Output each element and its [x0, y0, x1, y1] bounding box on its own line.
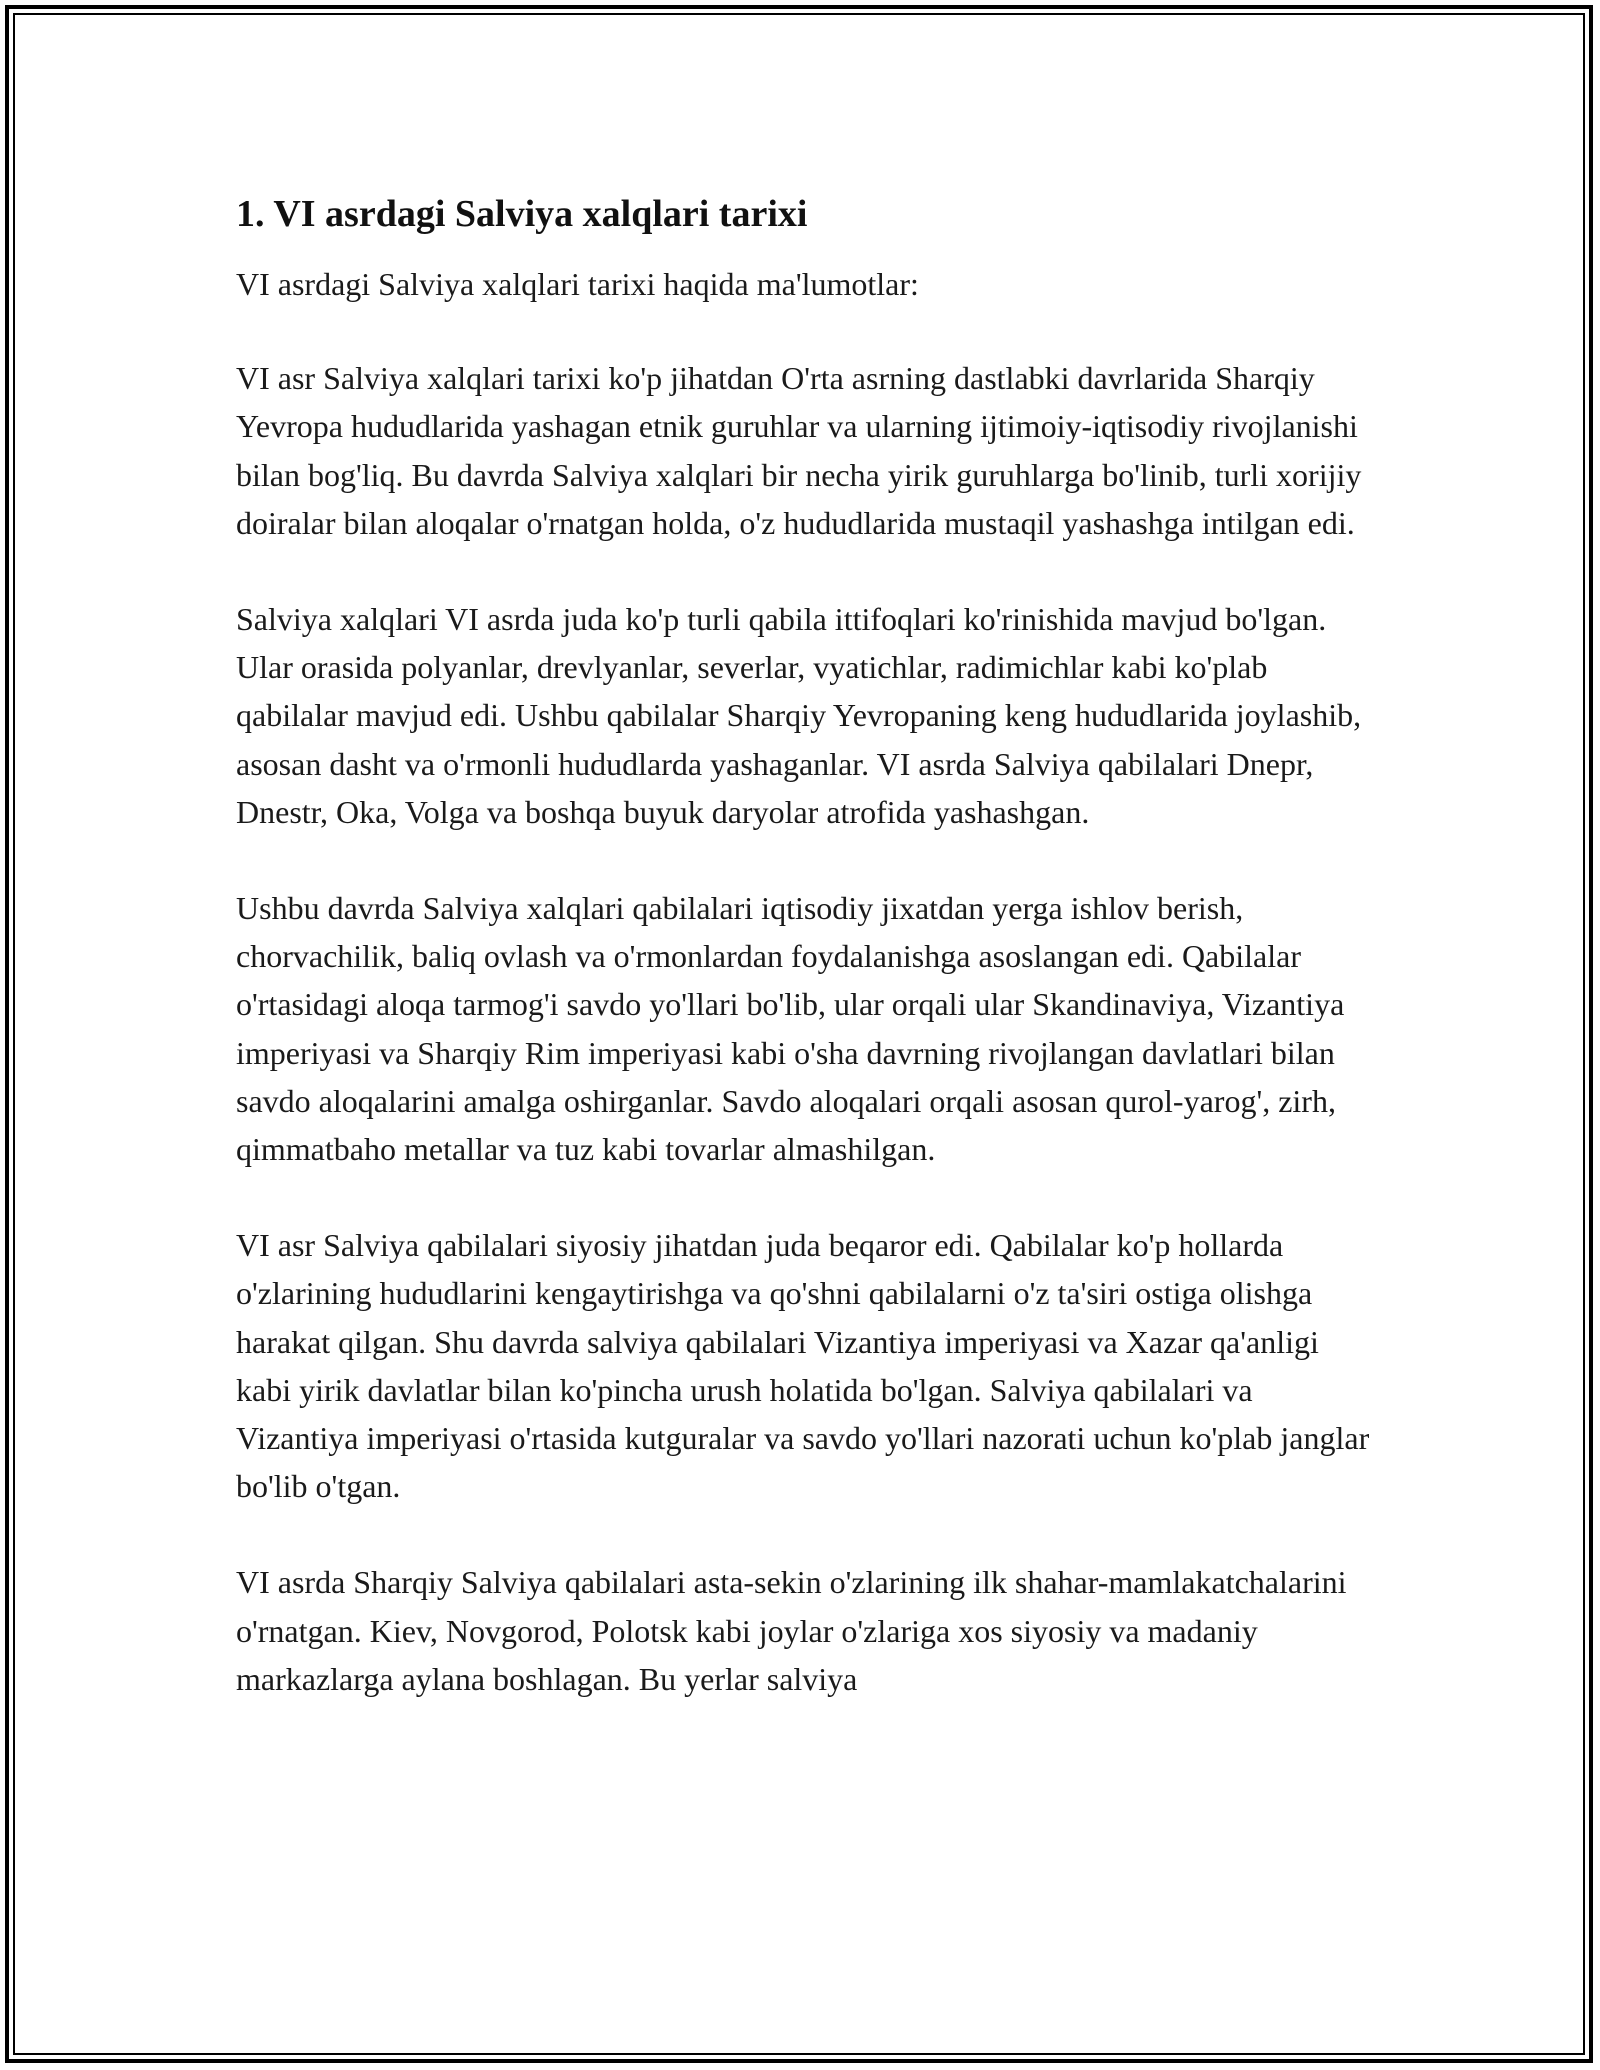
- document-body: [236, 190, 1376, 1751]
- paragraph: Ushbu davrda Salviya xalqlari qabilalari iqtisodiy jixatdan yerga ishlov berish, chorvachilik, baliq ovlash va o'rmonlardan foydalanishga asoslangan edi. Qabilalar o'rtasidagi aloqa tarmog'i savdo yo'llari bo'lib, ular orqali ular Skandinaviya, Vizantiya imperiyasi va Sharqiy Rim imperiyasi kabi o'sha davrning rivojlangan davlatlari bilan savdo aloqalarini amalga oshirganlar. Savdo aloqalari orqali asosan qurol-yarog', zirh, qimmatbaho metallar va tuz kabi tovarlar almashilgan.: [236, 890, 1345, 1168]
- section-heading: 1. VI asrdagi Salviya xalqlari tarixi: [236, 193, 808, 235]
- intro-paragraph: VI asrdagi Salviya xalqlari tarixi haqida ma'lumotlar:: [236, 266, 919, 302]
- paragraph: VI asr Salviya qabilalari siyosiy jihatdan juda beqaror edi. Qabilalar ko'p hollarda o'zlarining hududlarini kengaytirishga va qo'shni qabilalarni o'z ta'siri ostiga olishga harakat qilgan. Shu davrda salviya qabilalari Vizantiya imperiyasi va Xazar qa'anligi kabi yirik davlatlar bilan ko'pincha urush holatida bo'lgan. Salviya qabilalari va Vizantiya imperiyasi o'rtasida kutguralar va savdo yo'llari nazorati uchun ko'plab janglar bo'lib o'tgan.: [236, 1227, 1370, 1505]
- paragraph: VI asrda Sharqiy Salviya qabilalari asta-sekin o'zlarining ilk shahar-mamlakatchalarini o'rnatgan. Kiev, Novgorod, Polotsk kabi joylar o'zlariga xos siyosiy va madaniy markazlarga aylana boshlagan. Bu yerlar salviya: [236, 1564, 1347, 1697]
- paragraph: Salviya xalqlari VI asrda juda ko'p turli qabila ittifoqlari ko'rinishida mavjud bo'lgan. Ular orasida polyanlar, drevlyanlar, severlar, vyatichlar, radimichlar kabi ko'plab qabilalar mavjud edi. Ushbu qabilalar Sharqiy Yevropaning keng hududlarida joylashib, asosan dasht va o'rmonli hududlarda yashaganlar. VI asrda Salviya qabilalari Dnepr, Dnestr, Oka, Volga va boshqa buyuk daryolar atrofida yashashgan.: [236, 601, 1362, 830]
- paragraph: VI asr Salviya xalqlari tarixi ko'p jihatdan O'rta asrning dastlabki davrlarida Sharqiy Yevropa hududlarida yashagan etnik guruhlar va ularning ijtimoiy-iqtisodiy rivojlanishi bilan bog'liq. Bu davrda Salviya xalqlari bir necha yirik guruhlarga bo'linib, turli xorijiy doiralar bilan aloqalar o'rnatgan holda, o'z hududlarida mustaqil yashashga intilgan edi.: [236, 360, 1362, 541]
